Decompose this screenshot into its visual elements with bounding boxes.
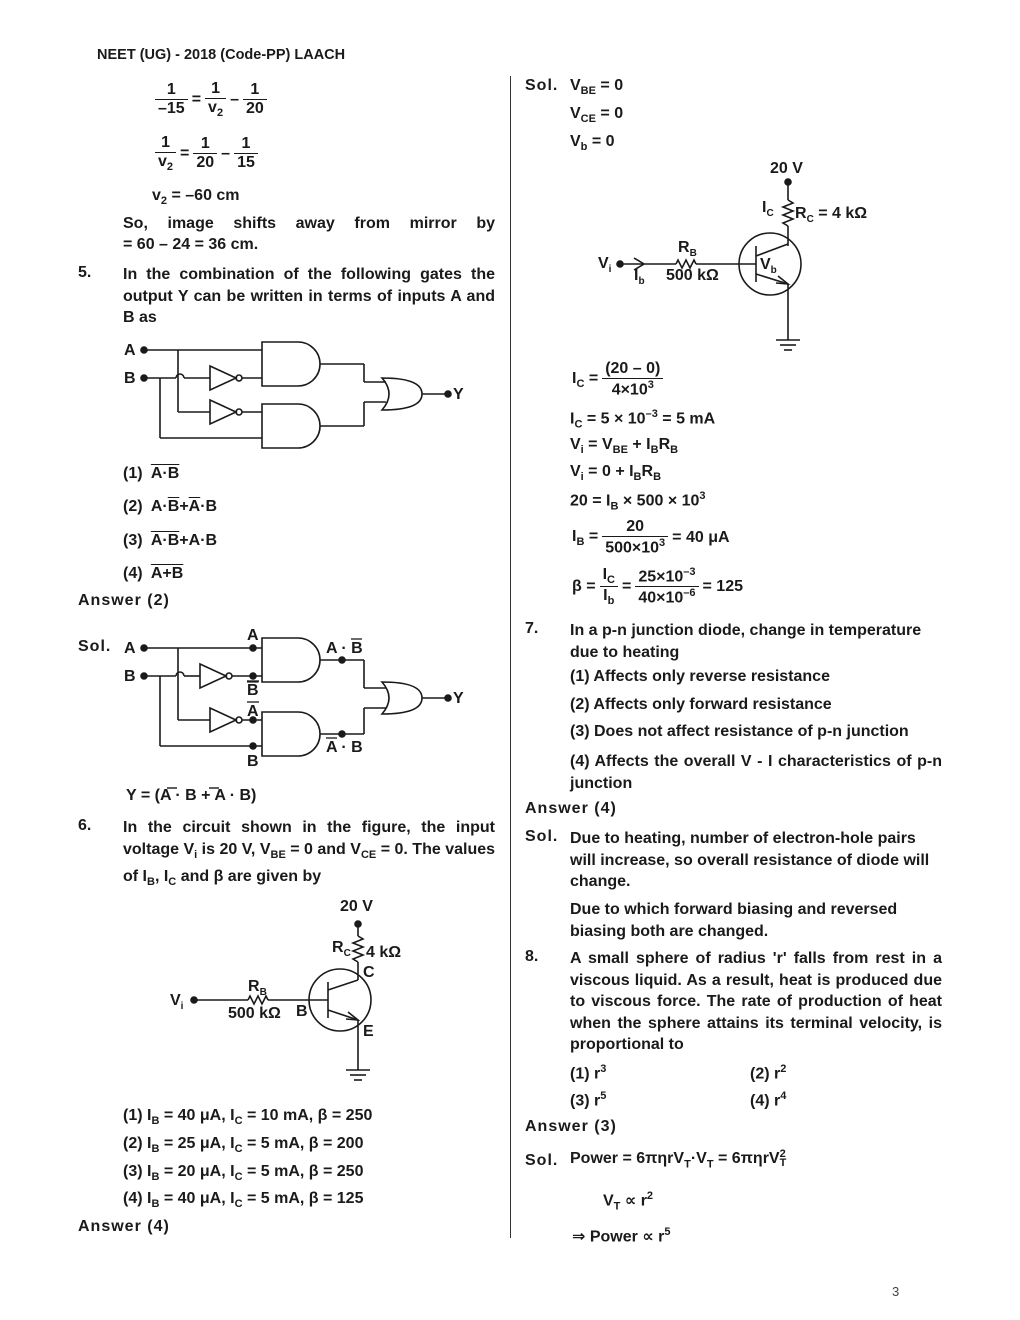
sol6-vi-eq1: $V_i = V_{BE} + I_BR_B$: [570, 436, 679, 457]
sol6-vb: $V_b = 0$: [570, 133, 615, 154]
q5-sol-wire-abar: A: [247, 703, 259, 720]
q5-sol-label-b: B: [124, 668, 136, 685]
svg-text:RB: $R_B$: [248, 978, 267, 998]
q5-sol-output-2: A · B: [326, 739, 363, 756]
q5-sol-label: Sol.: [78, 638, 112, 655]
svg-text:Vi: $V_i$: [598, 255, 612, 275]
q6-text: In the circuit shown in the figure, the input voltage $V_i$ is 20 V, $V_{BE} = 0$ and $V_{CE} = 0$. The values of $I_B$, $I_C$ and β are given by: [123, 819, 496, 889]
q6-rc-value: 4 kΩ: [366, 944, 402, 961]
q8-option-3: (3) $r^5$: [570, 1090, 607, 1110]
q7-option-1: (1) Affects only reverse resistance: [570, 668, 830, 685]
q8-sol-final: ⇒ Power ∝ $r^5$: [572, 1226, 671, 1246]
q5-option-3: (3) A·B+A·B: [123, 532, 218, 549]
q8-text: A small sphere of radius 'r' falls from rest in a viscous liquid. As a result, heat is produced due to viscous force. The rate of production of heat when the sphere attains its terminal velocity, is proportional to: [570, 950, 942, 1053]
q7-sol-text-1: Due to heating, number of electron-hole pairs will increase, so overall resistance of diode will change.: [570, 830, 930, 890]
equation-line-2: $\frac{1}{v_2}$ = $\frac{1}{20}$ – $\frac{1}{15}$: [155, 134, 258, 173]
q5-label-b: B: [124, 370, 136, 387]
q6-rb-value: 500 kΩ: [228, 1005, 281, 1022]
svg-text:Vb: $V_b$: [760, 256, 777, 276]
q8-sol-power: Power = $6\pi\eta rV_T\cdot V_T = 6\pi\eta rV$ 2 T: [570, 1148, 787, 1171]
q5-sol-label-y: Y: [453, 690, 464, 707]
q5-solution-circuit: [120, 624, 480, 774]
q5-sol-wire-b: B: [247, 753, 259, 770]
q6-transistor-circuit: [160, 892, 420, 1092]
sol6-ib-fraction: $I_B$ = $\frac{20}{500\times 10^3}$ = 40 μA: [572, 518, 730, 557]
shift-line-1: So, image shifts away from mirror by: [123, 215, 495, 232]
q5-sol-label-a: A: [124, 640, 136, 657]
q5-label-a: A: [124, 342, 136, 359]
svg-text:RC: $R_C$: [332, 939, 351, 959]
q7-text: In a p-n junction diode, change in temperature due to heating: [570, 622, 922, 661]
q6-answer: Answer (4): [78, 1218, 170, 1235]
q8-sol-vt: $V_T \propto r^2$: [603, 1190, 654, 1213]
q6-option-4: (4) $I_B = 40$ μA, $I_C = 5$ mA, β = 125: [123, 1190, 364, 1211]
q5-sol-wire-bbar: B: [247, 682, 259, 699]
q7-option-4: (4) Affects the overall V - I characteristics of p-n junction: [570, 753, 942, 792]
sol6-rb-value: 500 kΩ: [666, 267, 719, 284]
q8-option-2: (2) $r^2$: [750, 1063, 787, 1083]
q7-option-3: (3) Does not affect resistance of p-n junction: [570, 723, 909, 740]
q6-number: 6.: [78, 817, 92, 834]
q6-sol-label: Sol.: [525, 77, 559, 94]
q5-sol-result-bars: [165, 785, 235, 791]
page-header: NEET (UG) - 2018 (Code-PP) LAACH: [97, 47, 346, 63]
sol6-vbe: $V_{BE} = 0$: [570, 77, 624, 98]
q8-sol-label: Sol.: [525, 1152, 559, 1169]
equation-result: $v_2 = -60$ cm: [152, 187, 240, 208]
q6-option-2: (2) $I_B = 25$ μA, $I_C = 5$ mA, β = 200: [123, 1135, 364, 1156]
q5-option-2: (2) $A\cdot\overline{B}+\overline{A}\cdot B$: [123, 498, 218, 515]
column-divider: [510, 76, 511, 1238]
sol6-vce: $V_{CE} = 0$: [570, 105, 624, 126]
q7-sol-label: Sol.: [525, 828, 559, 845]
svg-text:RC = 4 kΩ: $R_C = 4$ kΩ: [795, 205, 868, 225]
svg-text:RB: $R_B$: [678, 239, 697, 259]
q6-supply: 20 V: [340, 898, 373, 915]
shift-line-2: = 60 – 24 = 36 cm.: [123, 236, 259, 253]
sol6-beta-fraction: β = $\frac{I_C}{I_b}$ = $\frac{25\times 10^{-3}}{40\times 10^{-6}}$ = 125: [572, 566, 743, 608]
equation-line-1: $\frac{1}{-15}$ = $\frac{1}{v_2}$ – $\frac{1}{20}$: [155, 80, 267, 119]
q7-number: 7.: [525, 620, 539, 637]
q8-option-4: (4) $r^4$: [750, 1090, 787, 1110]
q8-answer: Answer (3): [525, 1118, 617, 1135]
q5-label-y: Y: [453, 386, 464, 403]
sol6-ic-result: $I_C = 5 \times 10^{-3} = 5$ mA: [570, 408, 716, 431]
q5-sol-output-1: A · B: [326, 640, 363, 657]
q5-sol-result: Y = (A · B + A · B): [126, 787, 257, 804]
q5-option-4: (4) A+B: [123, 565, 184, 582]
q5-logic-circuit: [120, 338, 480, 456]
q5-answer: Answer (2): [78, 592, 170, 609]
q5-sol-wire-a: A: [247, 627, 259, 644]
sol6-eq20: $20 = I_B \times 500 \times 10^3$: [570, 490, 706, 513]
q5-option-1: (1) A·B: [123, 465, 180, 482]
svg-text:IC: $I_C$: [762, 199, 774, 219]
q6-terminal-e: E: [363, 1023, 374, 1040]
sol6-ic-fraction: $I_C$ = $\frac{(20 - 0)}{4\times 10^3}$: [572, 360, 663, 399]
q6-terminal-b: B: [296, 1003, 308, 1020]
q5-text: In the combination of the following gates the output Y can be written in terms of inputs A and B as: [123, 266, 495, 326]
q8-number: 8.: [525, 948, 539, 965]
q5-number: 5.: [78, 264, 92, 281]
sol6-vi-eq2: $V_i = 0 + I_BR_B$: [570, 463, 662, 484]
svg-text:Vi: $V_i$: [170, 992, 184, 1012]
sol6-circuit: [590, 152, 890, 357]
svg-text:Ib: $I_b$: [634, 267, 645, 287]
q8-option-1: (1) $r^3$: [570, 1063, 607, 1083]
page-number: 3: [892, 1284, 900, 1299]
q6-option-1: (1) $I_B = 40$ μA, $I_C = 10$ mA, β = 250: [123, 1107, 373, 1128]
q6-terminal-c: C: [363, 964, 375, 981]
q6-option-3: (3) $I_B = 20$ μA, $I_C = 5$ mA, β = 250: [123, 1163, 364, 1184]
q7-sol-text-2: Due to which forward biasing and reversed biasing both are changed.: [570, 901, 898, 940]
q7-answer: Answer (4): [525, 800, 617, 817]
q7-option-2: (2) Affects only forward resistance: [570, 696, 832, 713]
sol6-supply: 20 V: [770, 160, 803, 177]
